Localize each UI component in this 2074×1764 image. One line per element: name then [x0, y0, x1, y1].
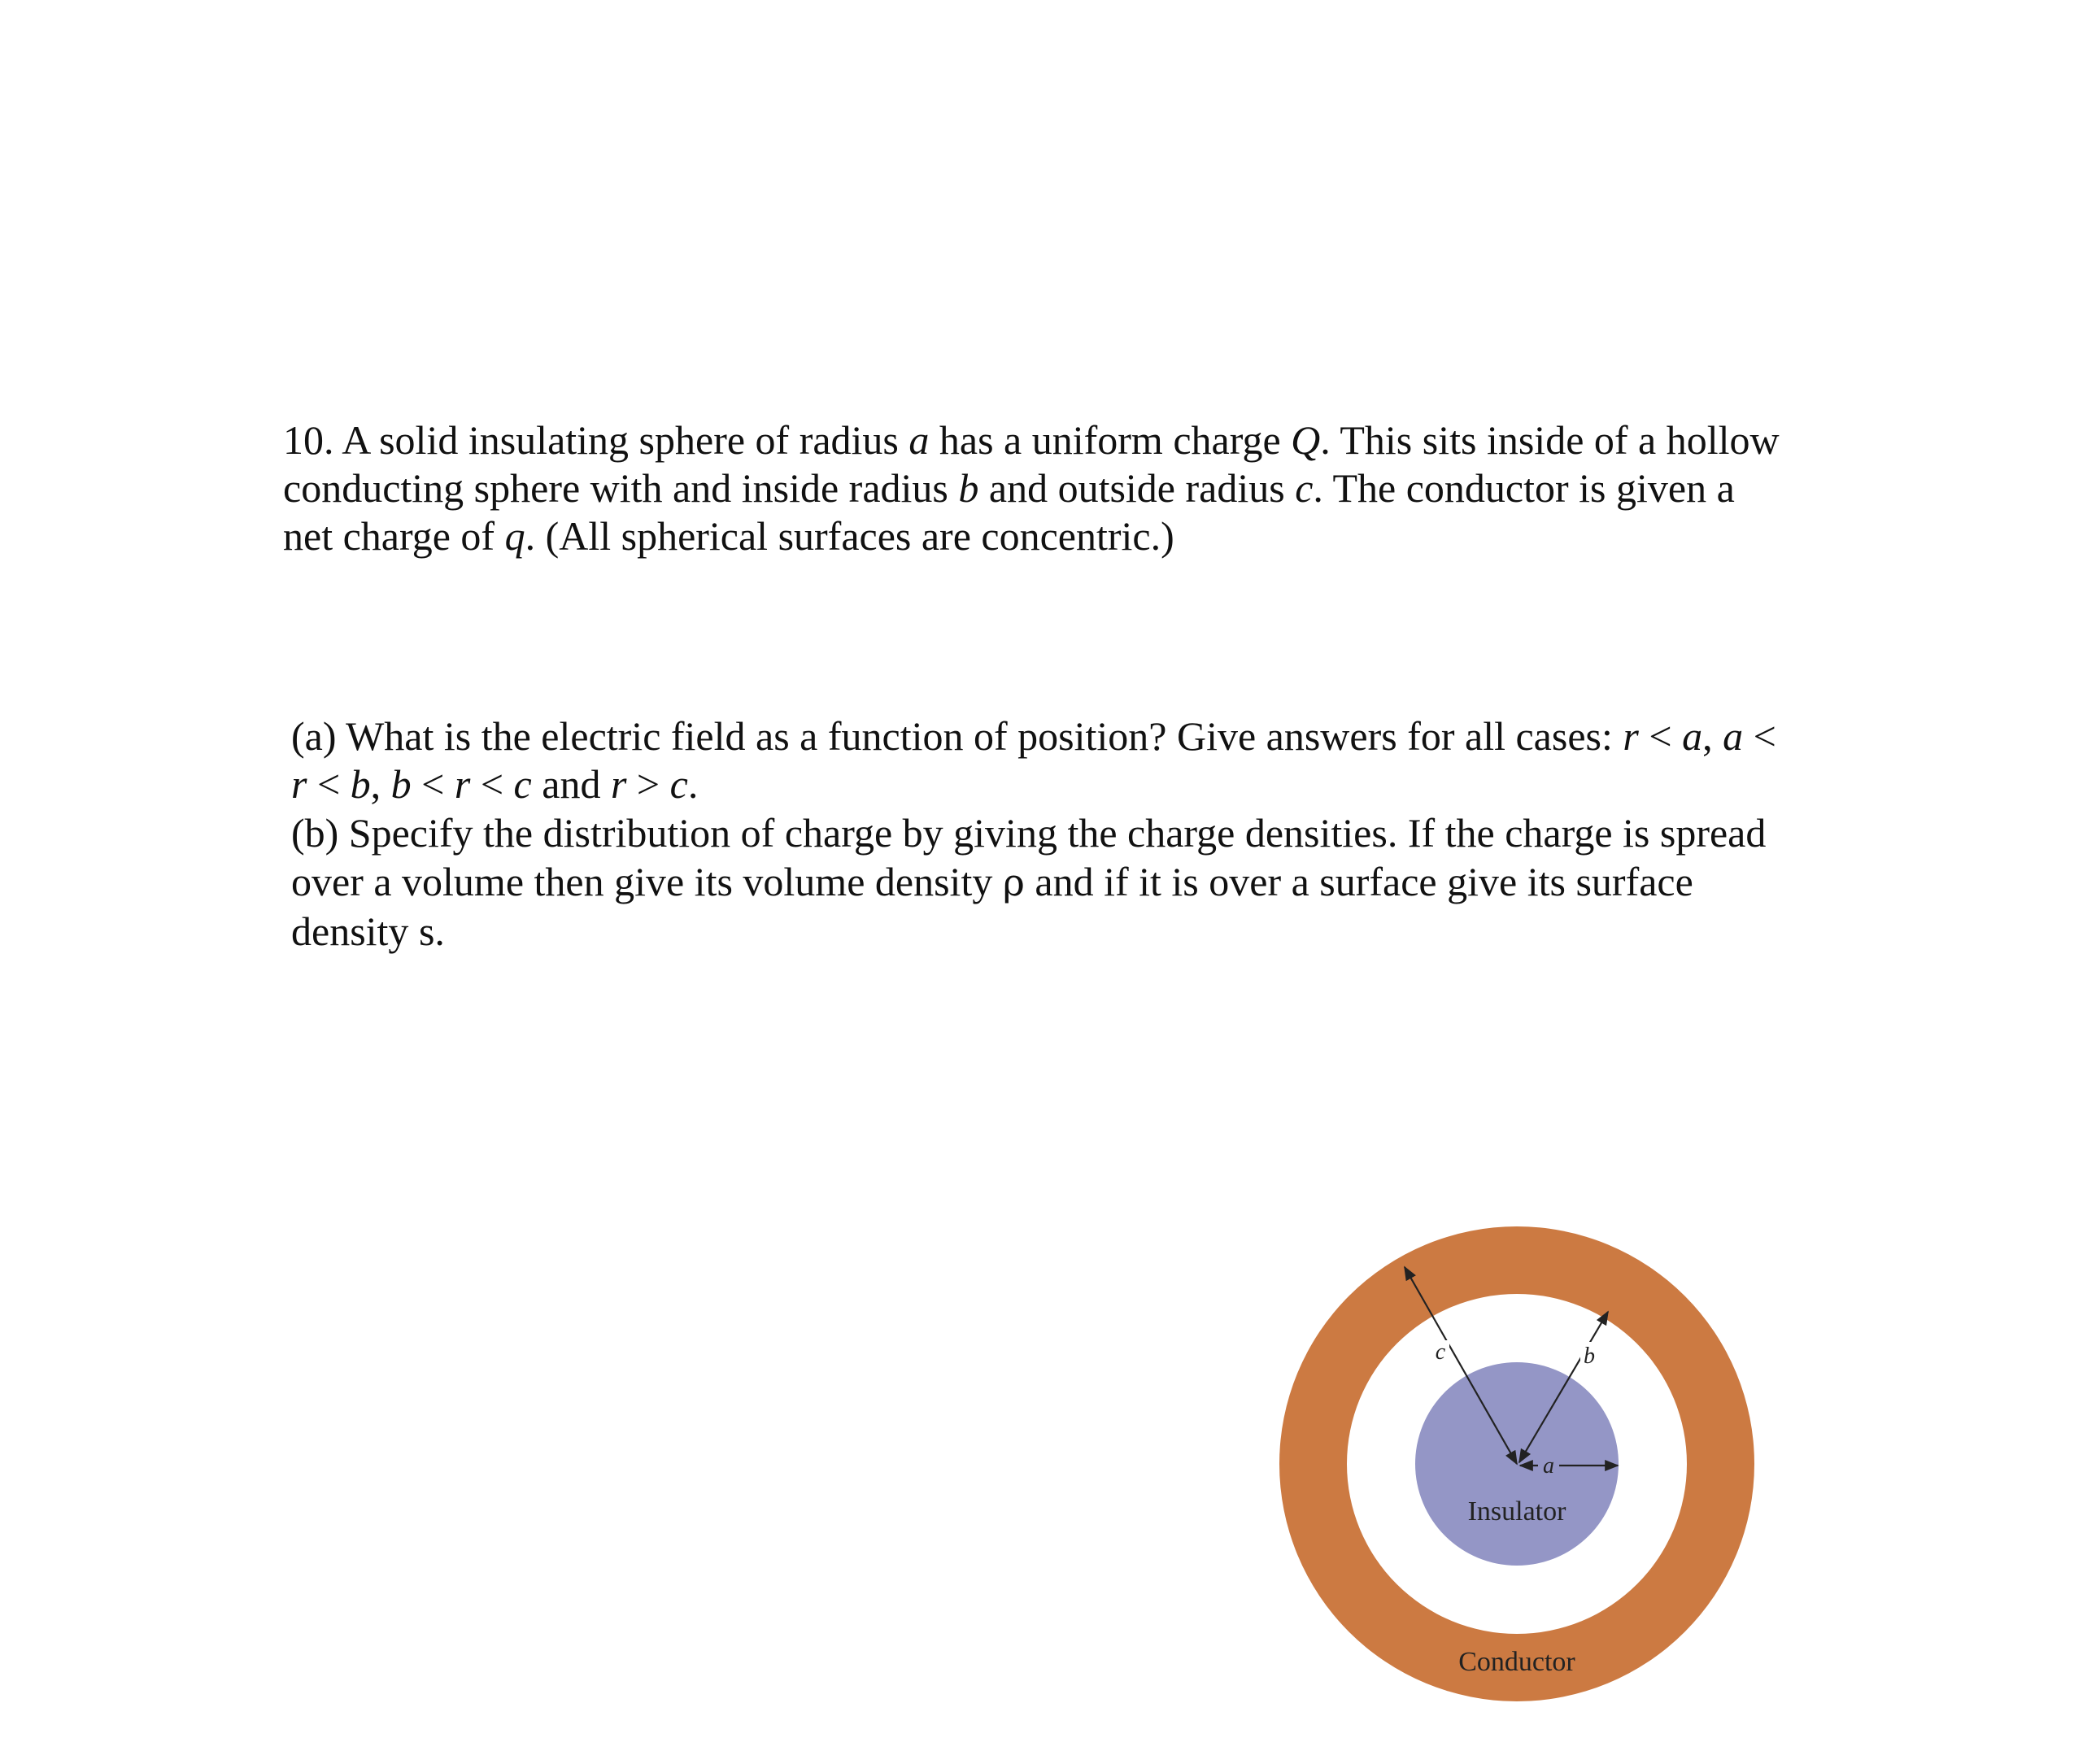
question-parts	[291, 712, 1780, 956]
part-a: (a) What is the electric field as a function of position? Give answers for all cases: r < a, a < r < b, b < r < c and r > c.	[291, 713, 1776, 807]
label-b: b	[1584, 1344, 1595, 1369]
part-b: (b) Specify the distribution of charge by giving the charge densities. If the charge is spread over a volume then give its volume density ρ and if it is over a surface give its surface density s.	[291, 810, 1767, 954]
problem-number: 10.	[283, 417, 334, 463]
problem-statement: 10. A solid insulating sphere of radius a has a uniform charge Q. This sits inside of a hollow conducting sphere with and inside radius b and outside radius c. The conductor is given a net charge of q. (All spherical surfaces are concentric.)	[283, 417, 1780, 559]
sigma-symbol: s	[418, 908, 435, 954]
rho-symbol: ρ	[1002, 860, 1025, 904]
label-c: c	[1435, 1339, 1446, 1365]
concentric-spheres-figure	[1265, 1212, 1769, 1716]
conductor-label: Conductor	[1458, 1647, 1575, 1677]
insulator-label: Insulator	[1467, 1496, 1566, 1527]
spheres-diagram	[1265, 1212, 1769, 1716]
label-a: a	[1543, 1453, 1554, 1479]
